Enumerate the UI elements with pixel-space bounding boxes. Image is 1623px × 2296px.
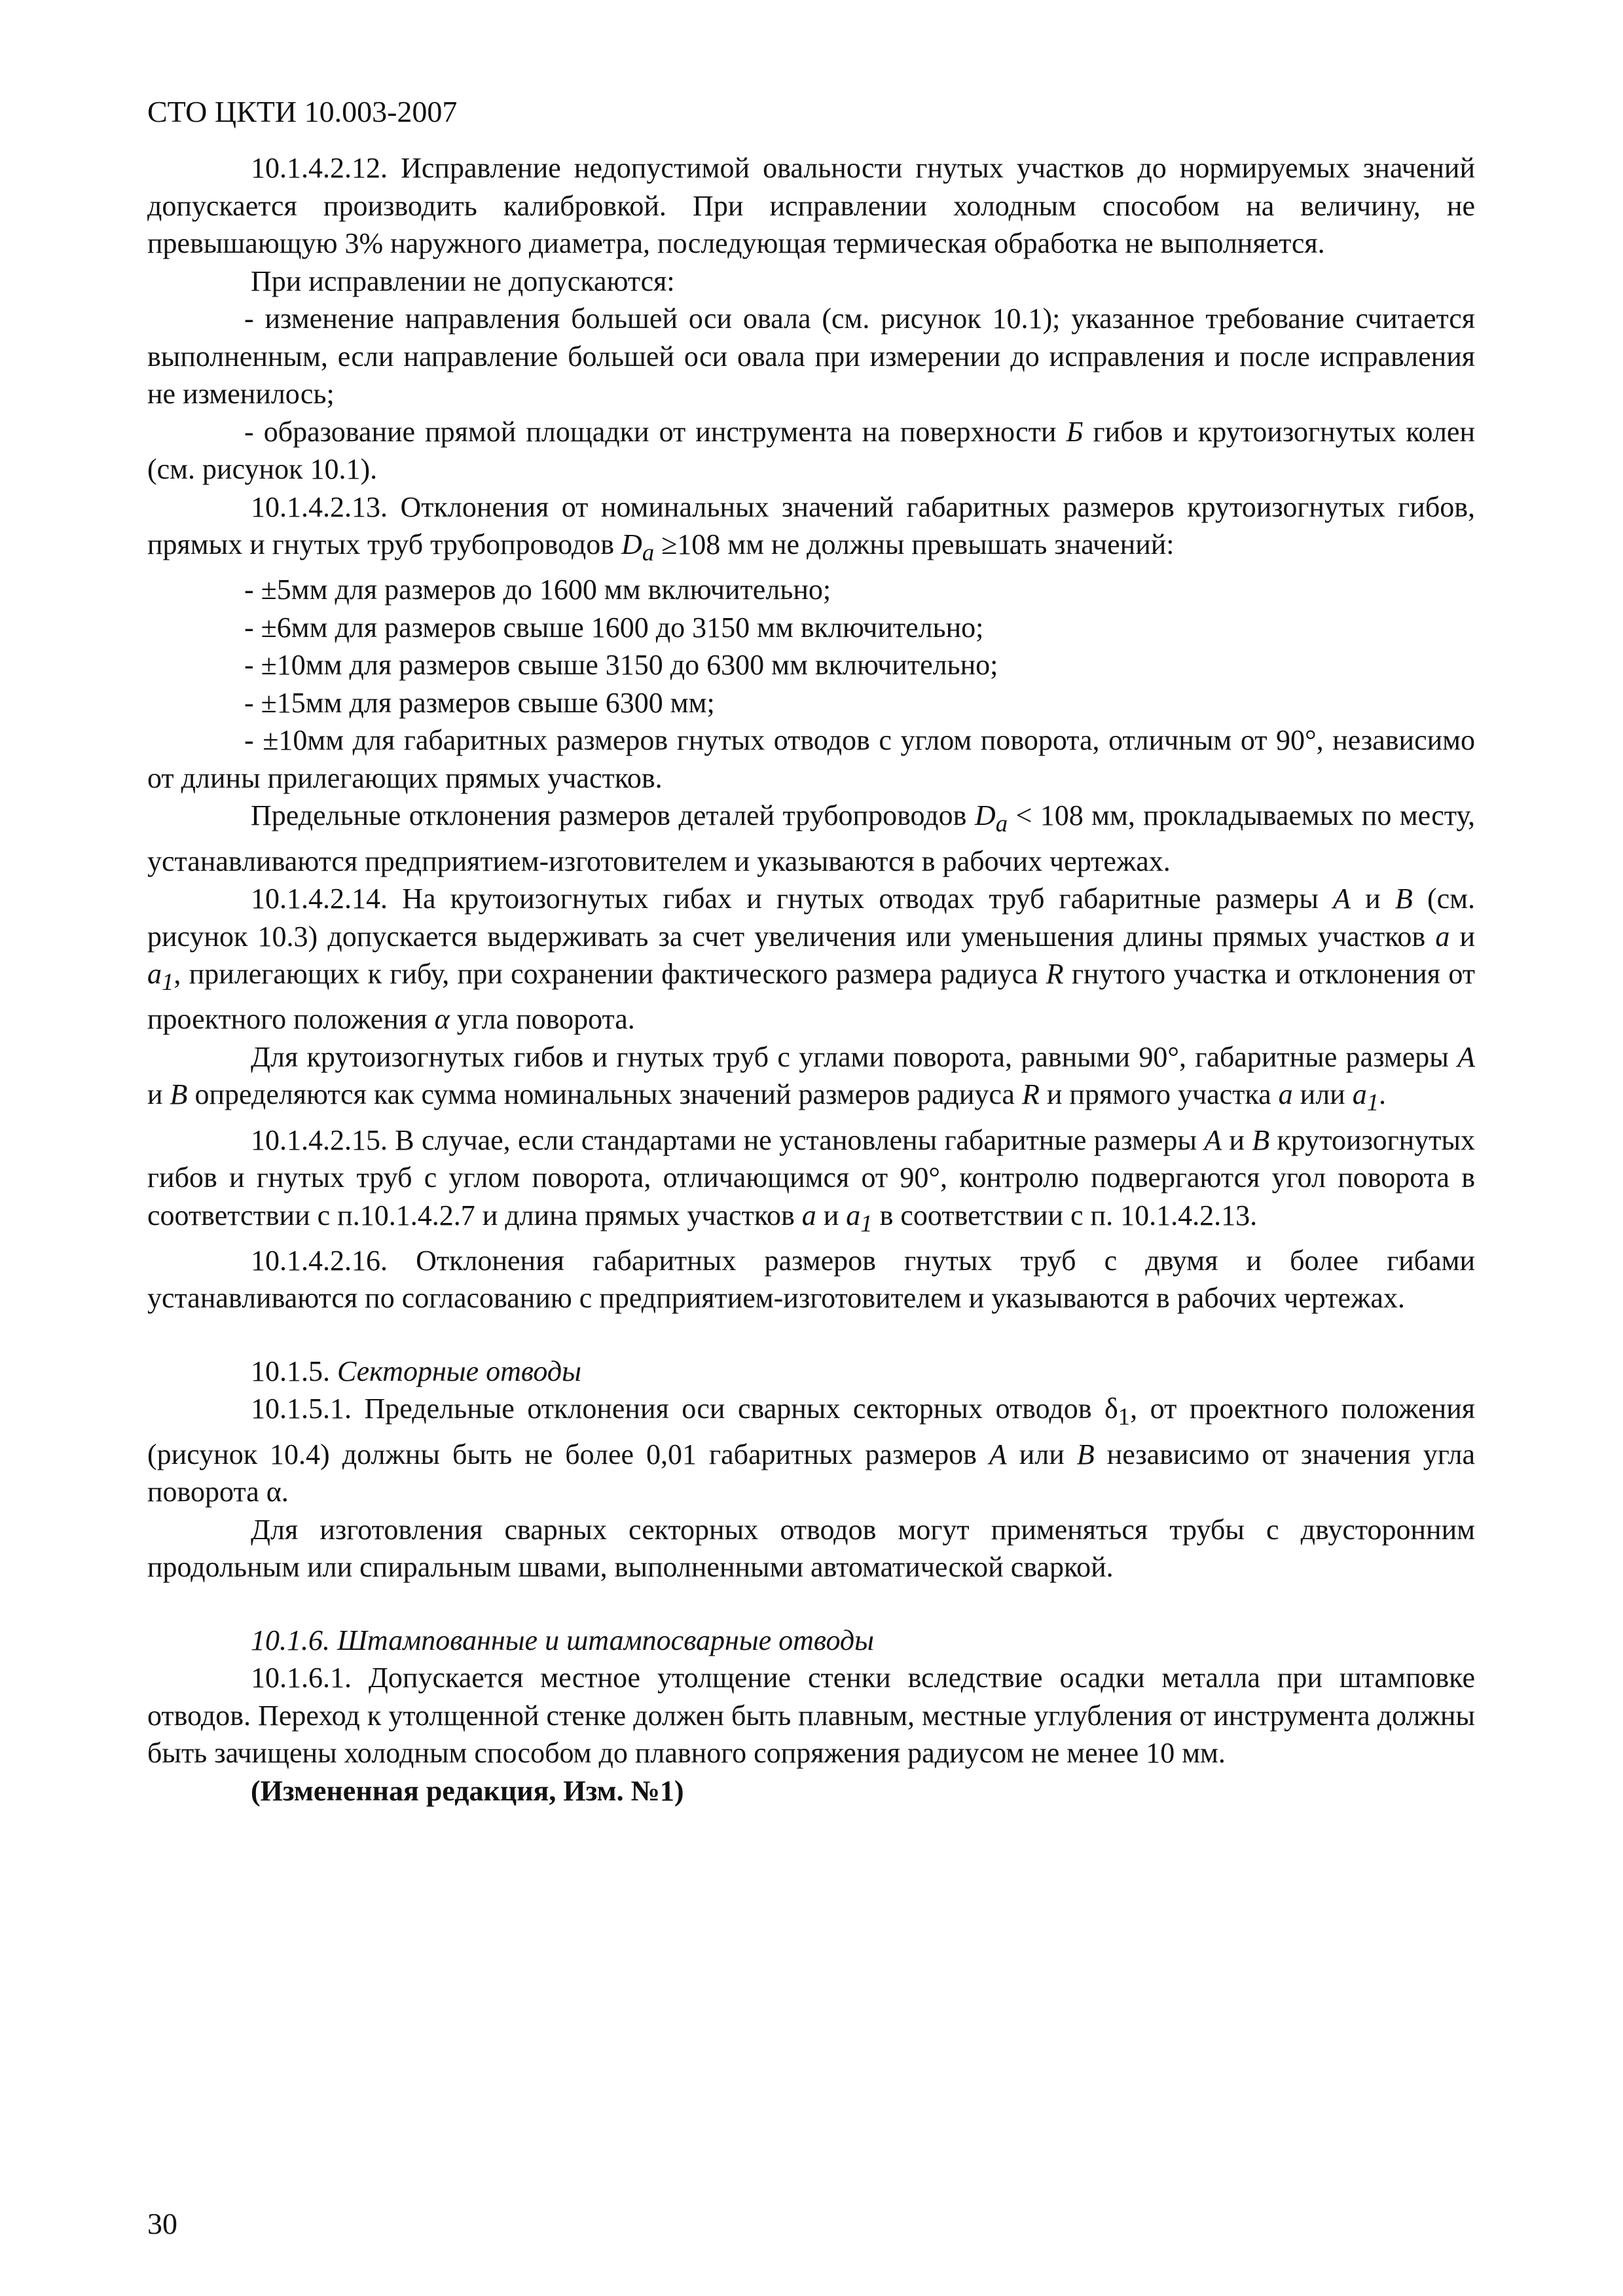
paragraph-10-1-6-1: 10.1.6.1. Допускается местное утолщение стенки вследствие осадки металла при штамповке отводов. Переход к утолщенной стенке должен быть плавным, местные углубления от инструмента должны быть зачищены холодным способом до плавного сопряжения радиусом не менее 10 мм. xyxy=(147,1662,1475,1770)
deviation-item: - ±10мм для габаритных размеров гнутых отводов с углом поворота, отличным от 90°, независимо от длины прилегающих прямых участков. xyxy=(147,724,1475,794)
deviation-item: - ±5мм для размеров до 1600 мм включительно; xyxy=(244,574,831,606)
revision-note: (Измененная редакция, Изм. №1) xyxy=(251,1774,684,1807)
section-gap xyxy=(147,1586,1475,1622)
paragraph-90-degree-bends: Для крутоизогнутых гибов и гнутых труб с углами поворота, равными 90°, габаритные размеры А и В определяются как сумма номинальных значений размеров радиуса R и прямого участка а или $а_1$. xyxy=(147,1040,1475,1116)
section-heading-10-1-5: 10.1.5. Секторные отводы xyxy=(251,1355,581,1387)
paragraph-10-1-4-2-12: 10.1.4.2.12. Исправление недопустимой овальности гнутых участков до нормируемых значений допускается производить калибровкой. При исправлении холодным способом на величину, не превышающую 3% наружного диаметра, последующая термическая обработка не выполняется. xyxy=(147,152,1475,259)
paragraph-10-1-5-1: 10.1.5.1. Предельные отклонения оси сварных секторных отводов $\delta_1$, от проектного положения (рисунок 10.4) должны быть не более 0,01 габаритных размеров А или В независимо от значения угла поворота α. xyxy=(147,1393,1476,1508)
paragraph-sector-pipes: Для изготовления сварных секторных отводов могут применяться трубы с двусторонним продольным или спиральным швами, выполненными автоматической сваркой. xyxy=(147,1513,1475,1584)
paragraph-10-1-4-2-14: 10.1.4.2.14. На крутоизогнутых гибах и гнутых отводах труб габаритные размеры А и В (см. рисунок 10.3) допускается выдерживать за счет увеличения или уменьшения длины прямых участков а и $а_1$, прилегающих к гибу, при сохранении фактического размера радиуса R гнутого участка и отклонения от проектного положения α угла поворота. xyxy=(147,883,1475,1036)
page-number: 30 xyxy=(147,2207,177,2240)
list-item-flat-area: - образование прямой площадки от инструмента на поверхности Б гибов и крутоизогнутых колен (см. рисунок 10.1). xyxy=(147,415,1475,485)
deviation-item: - ±6мм для размеров свыше 1600 до 3150 мм включительно; xyxy=(244,611,984,644)
list-item-axis-direction: - изменение направления большей оси овала (см. рисунок 10.1); указанное требование считается выполненным, если направление большей оси овала при измерении до исправления и после исправления не изменилось; xyxy=(147,302,1475,410)
section-gap xyxy=(147,1317,1475,1353)
document-body xyxy=(147,149,1475,1810)
paragraph-10-1-4-2-15: 10.1.4.2.15. В случае, если стандартами не установлены габаритные размеры А и В крутоизогнутых гибов и гнутых труб с углом поворота, отличающимся от 90°, контролю подвергаются угол поворота в соответствии с п.10.1.4.2.7 и длина прямых участков а и $а_1$ в соответствии с п. 10.1.4.2.13. xyxy=(147,1123,1475,1237)
section-heading-10-1-6: 10.1.6. Штампованные и штампосварные отводы xyxy=(251,1624,874,1656)
paragraph-limit-deviations: Предельные отклонения размеров деталей трубопроводов $D_a < 108$ мм, прокладываемых по месту, устанавливаются предприятием-изготовителем и указываются в рабочих чертежах. xyxy=(147,799,1476,877)
deviation-item: - ±10мм для размеров свыше 3150 до 6300 мм включительно; xyxy=(244,649,998,682)
document-header: СТО ЦКТИ 10.003-2007 xyxy=(147,95,458,128)
paragraph-10-1-4-2-13: 10.1.4.2.13. Отклонения от номинальных значений габаритных размеров крутоизогнутых гибов, прямых и гнутых труб трубопроводов $D_a \ge 108$ мм не должны превышать значений: xyxy=(147,490,1475,566)
deviation-item: - ±15мм для размеров свыше 6300 мм; xyxy=(244,686,715,719)
paragraph-10-1-4-2-16: 10.1.4.2.16. Отклонения габаритных размеров гнутых труб с двумя и более гибами устанавливаются по согласованию с предприятием-изготовителем и указываются в рабочих чертежах. xyxy=(147,1244,1475,1315)
not-allowed-intro: При исправлении не допускаются: xyxy=(251,264,675,297)
